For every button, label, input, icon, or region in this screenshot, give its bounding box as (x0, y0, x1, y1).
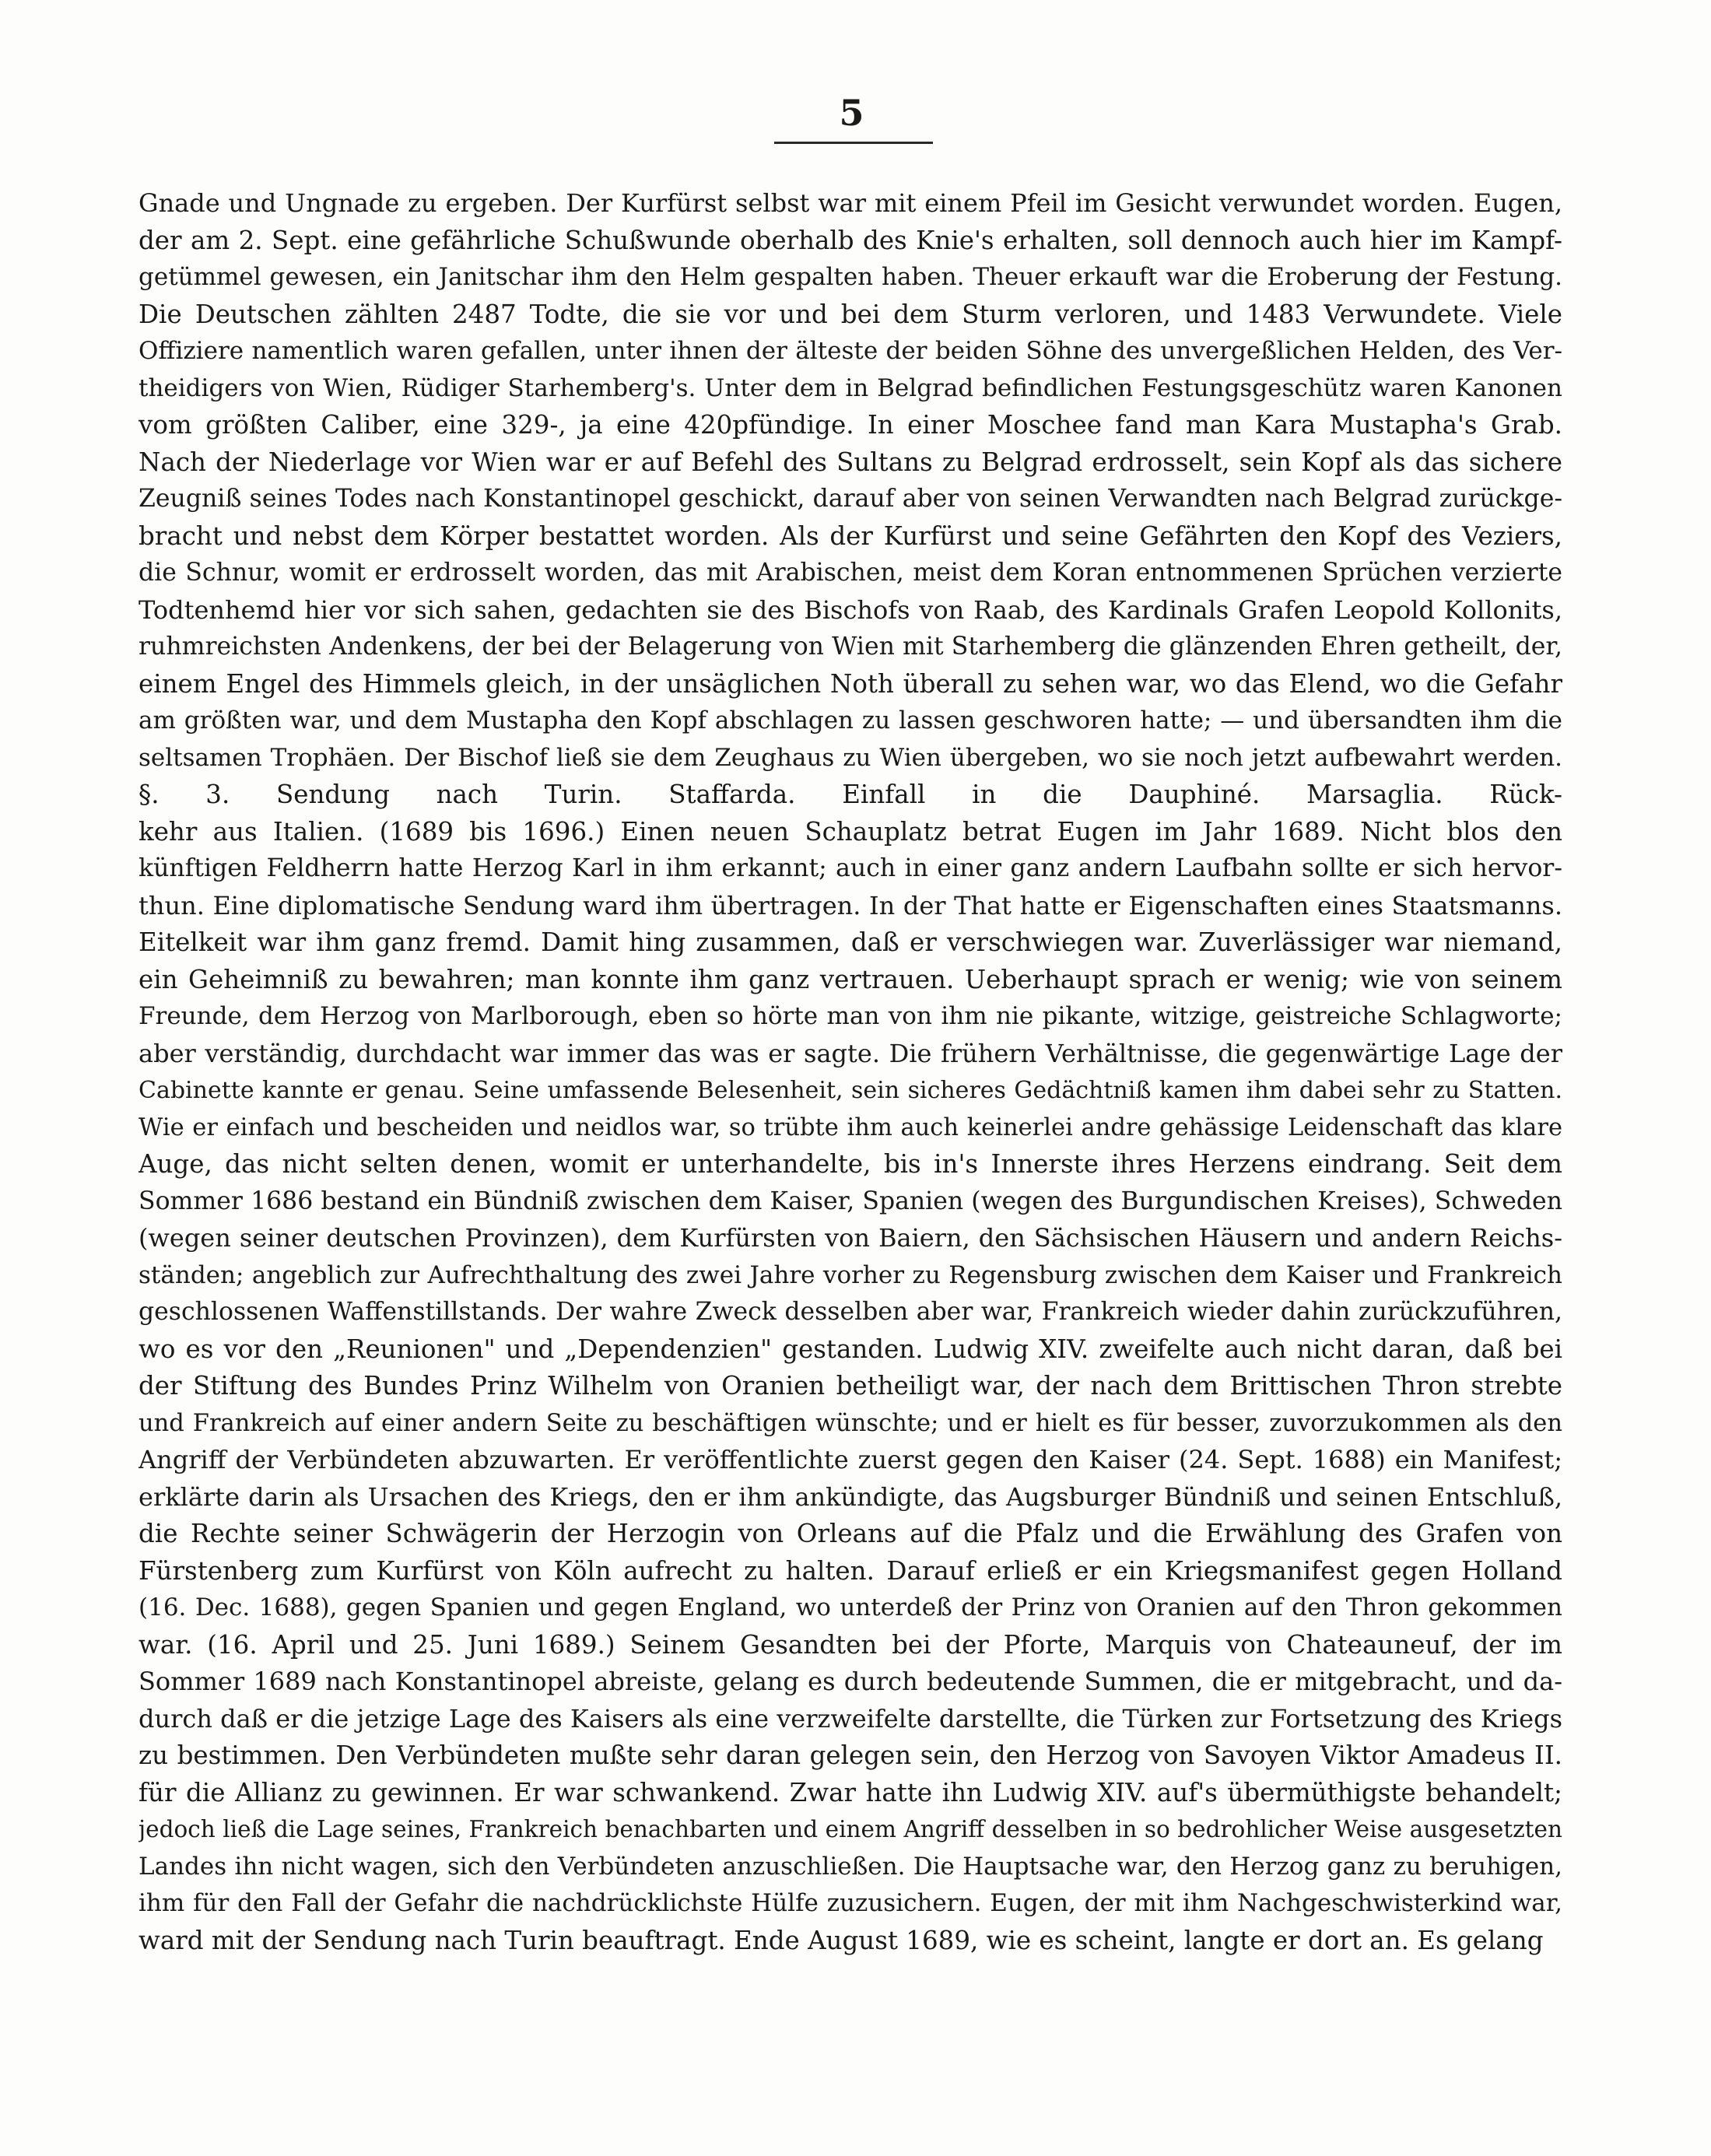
text-line: Auge, das nicht selten denen, womit er unterhandelte, bis in's Innerste ihres Herzens eindrang. Seit dem (138, 1149, 1562, 1179)
page-number: 5 (839, 92, 865, 134)
text-line: Eitelkeit war ihm ganz fremd. Damit hing zusammen, daß er verschwiegen war. Zuverlässiger war niemand, (138, 927, 1562, 957)
text-line: jedoch ließ die Lage seines, Frankreich benachbarten und einem Angriff desselben in so bedrohlicher Weise ausgesetzten (138, 1816, 1562, 1842)
text-line: Sommer 1689 nach Konstantinopel abreiste, gelang es durch bedeutende Summen, die er mitgebracht, und da- (138, 1667, 1562, 1696)
text-line: getümmel gewesen, ein Janitschar ihm den Helm gespalten haben. Theuer erkauft war die Eroberung der Festung. (138, 263, 1562, 291)
text-line: ward mit der Sendung nach Turin beauftragt. Ende August 1689, wie es scheint, langte er dort an. Es gelang (138, 1925, 1544, 1955)
text-line: Wie er einfach und bescheiden und neidlos war, so trübte ihm auch keinerlei andre gehässige Leidenschaft das klare (138, 1113, 1562, 1141)
text-line: ein Geheimniß zu bewahren; man konnte ihm ganz vertrauen. Ueberhaupt sprach er wenig; wie von seinem (138, 964, 1562, 994)
text-line: war. (16. April und 25. Juni 1689.) Seinem Gesandten bei der Pforte, Marquis von Chateauneuf, der im (138, 1629, 1562, 1660)
text-line: am größten war, und dem Mustapha den Kopf abschlagen zu lassen geschworen hatte; — und übersandten ihm die (138, 706, 1562, 734)
text-line: Offiziere namentlich waren gefallen, unter ihnen der älteste der beiden Söhne des unvergeßlichen Helden, des Ver- (138, 337, 1562, 365)
text-line: die Schnur, womit er erdrosselt worden, das mit Arabischen, meist dem Koran entnommenen Sprüchen verzierte (138, 559, 1562, 587)
text-line: Nach der Niederlage vor Wien war er auf Befehl des Sultans zu Belgrad erdrosselt, sein Kopf als das sichere (138, 447, 1562, 477)
text-line: (wegen seiner deutschen Provinzen), dem Kurfürsten von Baiern, den Sächsischen Häusern und andern Reichs- (138, 1223, 1562, 1253)
text-line: erklärte darin als Ursachen des Kriegs, den er ihm ankündigte, das Augsburger Bündniß und seinen Entschluß, (138, 1481, 1562, 1512)
page-number-rule (774, 142, 933, 144)
text-line: der Stiftung des Bundes Prinz Wilhelm von Oranien betheiligt war, der nach dem Brittischen Thron strebte (138, 1371, 1562, 1401)
text-line: Die Deutschen zählten 2487 Todte, die sie vor und bei dem Sturm verloren, und 1483 Verwundete. Viele (138, 299, 1562, 329)
text-line: künftigen Feldherrn hatte Herzog Karl in ihm erkannt; auch in einer ganz andern Laufbahn sollte er sich hervor- (138, 854, 1562, 882)
text-line: (16. Dec. 1688), gegen Spanien und gegen England, wo unterdeß der Prinz von Oranien auf den Thron gekommen (138, 1593, 1562, 1621)
text-line: Gnade und Ungnade zu ergeben. Der Kurfürst selbst war mit einem Pfeil im Gesicht verwundet worden. Eugen, (138, 188, 1562, 218)
text-line: ständen; angeblich zur Aufrechthaltung des zwei Jahre vorher zu Regensburg zwischen dem Kaiser und Frankreich (138, 1260, 1562, 1289)
text-line: Cabinette kannte er genau. Seine umfassende Belesenheit, sein sicheres Gedächtniß kamen ihm dabei sehr zu Statten. (138, 1077, 1562, 1104)
text-line: Todtenhemd hier vor sich sahen, gedachten sie des Bischofs von Raab, des Kardinals Grafen Leopold Kollonits, (138, 594, 1562, 625)
text-line: §. 3. Sendung nach Turin. Staffarda. Einfall in die Dauphiné. Marsaglia. Rück- (138, 780, 1562, 809)
body-text (138, 185, 1562, 1959)
text-line: geschlossenen Waffenstillstands. Der wahre Zweck desselben aber war, Frankreich wieder dahin zurückzuführen, (138, 1298, 1562, 1326)
text-line: bracht und nebst dem Körper bestattet worden. Als der Kurfürst und seine Gefährten den Kopf des Veziers, (138, 521, 1562, 551)
text-line: der am 2. Sept. eine gefährliche Schußwunde oberhalb des Knie's erhalten, soll dennoch auch hier im Kampf- (138, 225, 1562, 255)
text-line: für die Allianz zu gewinnen. Er war schwankend. Zwar hatte ihn Ludwig XIV. auf's übermüthigste behandelt; (138, 1777, 1562, 1807)
text-line: Angriff der Verbündeten abzuwarten. Er veröffentlichte zuerst gegen den Kaiser (24. Sept. 1688) ein Manifest; (138, 1445, 1562, 1474)
text-line: zu bestimmen. Den Verbündeten mußte sehr daran gelegen sein, den Herzog von Savoyen Viktor Amadeus II. (138, 1741, 1562, 1770)
text-line: aber verständig, durchdacht war immer das was er sagte. Die frühern Verhältnisse, die gegenwärtige Lage der (138, 1038, 1562, 1068)
text-line: theidigers von Wien, Rüdiger Starhemberg's. Unter dem in Belgrad befindlichen Festungsgeschütz waren Kanonen (138, 373, 1562, 402)
text-line: einem Engel des Himmels gleich, in der unsäglichen Noth überall zu sehen war, wo das Elend, wo die Gefahr (138, 668, 1562, 699)
text-line: seltsamen Trophäen. Der Bischof ließ sie dem Zeughaus zu Wien übergeben, wo sie noch jetzt aufbewahrt werden. (138, 743, 1562, 772)
text-line: wo es vor den „Reunionen" und „Dependenzien" gestanden. Ludwig XIV. zweifelte auch nicht daran, daß bei (138, 1334, 1562, 1364)
text-line: ihm für den Fall der Gefahr die nachdrücklichste Hülfe zuzusichern. Eugen, der mit ihm Nachgeschwisterkind war, (138, 1889, 1562, 1917)
text-line: vom größten Caliber, eine 329-, ja eine 420pfündige. In einer Moschee fand man Kara Mustapha's Grab. (138, 410, 1562, 440)
text-line: Fürstenberg zum Kurfürst von Köln aufrecht zu halten. Darauf erließ er ein Kriegsmanifest gegen Holland (138, 1555, 1562, 1586)
text-line: durch daß er die jetzige Lage des Kaisers als eine verzweifelte darstellte, die Türken zur Fortsetzung des Kriegs (138, 1703, 1562, 1734)
text-line: Freunde, dem Herzog von Marlborough, eben so hörte man von ihm nie pikante, witzige, geistreiche Schlagworte; (138, 1002, 1562, 1030)
text-line: Zeugniß seines Todes nach Konstantinopel geschickt, darauf aber von seinen Verwandten nach Belgrad zurückge- (138, 485, 1562, 513)
text-line: die Rechte seiner Schwägerin der Herzogin von Orleans auf die Pfalz und die Erwählung des Grafen von (138, 1519, 1562, 1548)
text-line: ruhmreichsten Andenkens, der bei der Belagerung von Wien mit Starhemberg die glänzenden Ehren getheilt, der, (138, 633, 1562, 661)
text-line: Sommer 1686 bestand ein Bündniß zwischen dem Kaiser, Spanien (wegen des Burgundischen Kreises), Schweden (138, 1187, 1562, 1215)
text-line: und Frankreich auf einer andern Seite zu beschäftigen wünschte; und er hielt es für besser, zuvorzukommen als den (138, 1409, 1562, 1437)
text-line: kehr aus Italien. (1689 bis 1696.) Einen neuen Schauplatz betrat Eugen im Jahr 1689. Nicht blos den (138, 816, 1562, 847)
text-line: Landes ihn nicht wagen, sich den Verbündeten anzuschließen. Die Hauptsache war, den Herzog ganz zu beruhigen, (138, 1852, 1562, 1881)
text-line: thun. Eine diplomatische Sendung ward ihm übertragen. In der That hatte er Eigenschaften eines Staatsmanns. (138, 890, 1562, 920)
